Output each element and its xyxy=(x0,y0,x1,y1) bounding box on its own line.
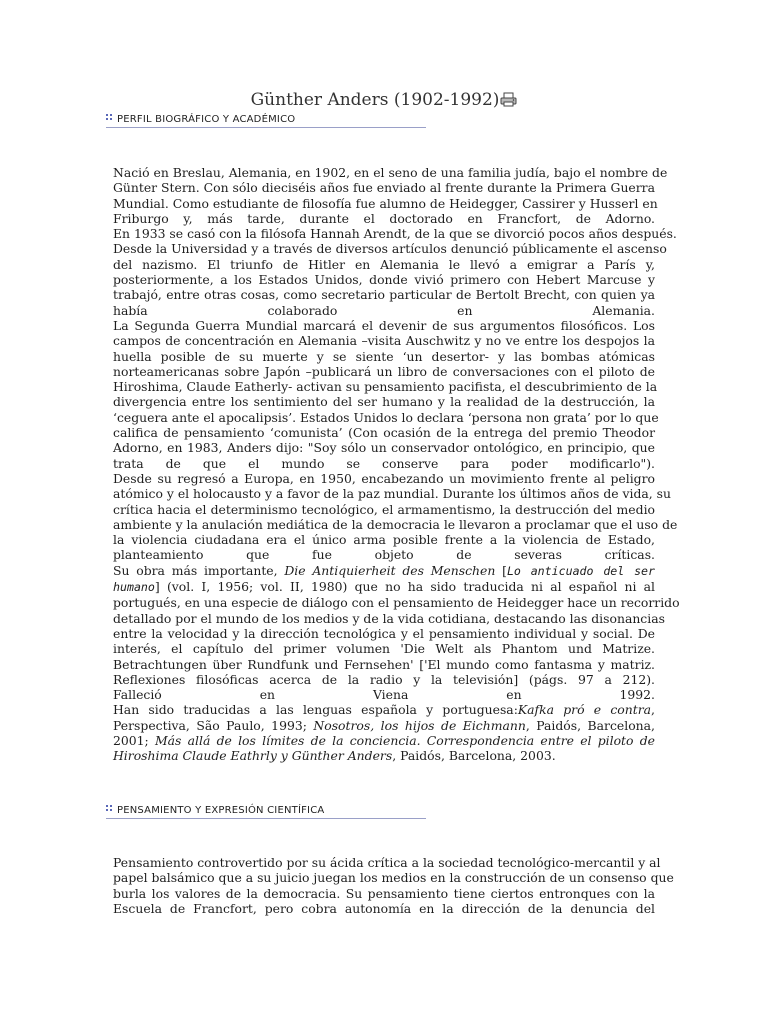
text-line: Nació en Breslau, Alemania, en 1902, en el seno de una familia judía, bajo el nombre de xyxy=(113,165,668,180)
book-title: Más allá de los límites de la conciencia. Correspondencia entre el piloto de xyxy=(154,732,655,748)
text-line: detallado por el mundo de los medios y de la vida cotidiana, destacando las disonancias xyxy=(113,610,665,626)
biography-text xyxy=(113,165,680,764)
text-line: Desde su regresó a Europa, en 1950, encabezando un movimiento frente al peligro xyxy=(113,470,655,486)
section-heading-label: PERFIL BIOGRÁFICO Y ACADÉMICO xyxy=(117,114,296,125)
bullet-icon xyxy=(106,114,113,121)
text-line: Reflexiones filosóficas acerca de la radio y la televisión] (págs. 97 a 212). xyxy=(113,671,655,687)
text-segment: , xyxy=(651,702,655,718)
section-heading-pensamiento xyxy=(106,805,426,819)
text-line: la violencia ciudadana era el único arma posible frente a la violencia de Estado, xyxy=(113,532,655,548)
text-segment: Han sido traducidas a las lenguas española y portuguesa: xyxy=(113,702,518,718)
section-heading-perfil xyxy=(106,114,426,128)
text-line: portugués, en una especie de diálogo con el pensamiento de Heidegger hace un recorrido xyxy=(113,595,680,611)
text-line: había colaborado en Alemania. xyxy=(113,302,655,318)
text-line: La Segunda Guerra Mundial marcará el devenir de sus argumentos filosóficos. Los xyxy=(113,317,655,333)
section-heading-label: PENSAMIENTO Y EXPRESIÓN CIENTÍFICA xyxy=(117,805,325,816)
printer-icon[interactable] xyxy=(500,92,517,112)
bullet-icon xyxy=(106,805,113,812)
text-line: En 1933 se casó con la filósofa Hannah Arendt, de la que se divorció pocos años después. xyxy=(113,226,677,242)
text-line: divergencia entre los sentimiento del ser humano y la realidad de la destrucción, la xyxy=(113,394,655,410)
text-line xyxy=(113,563,655,579)
text-line: Desde la Universidad y a través de diversos artículos denunció públicamente el ascenso xyxy=(113,241,667,257)
text-segment: , Paidós, Barcelona, xyxy=(525,717,655,733)
text-segment: , Paidós, Barcelona, 2003. xyxy=(392,748,556,764)
text-line: Adorno, en 1983, Anders dijo: "Soy sólo un conservador ontológico, en principio, que xyxy=(113,440,655,456)
book-title: Lo anticuado del ser xyxy=(506,563,656,578)
page-title xyxy=(0,90,768,112)
text-line: planteamiento que fue objeto de severas críticas. xyxy=(113,547,655,563)
text-line xyxy=(113,718,655,733)
text-line: Pensamiento controvertido por su ácida crítica a la sociedad tecnológico-mercantil y al xyxy=(113,855,661,870)
text-line: trabajó, entre otras cosas, como secretario particular de Bertolt Brecht, con quien ya xyxy=(113,287,655,303)
text-line xyxy=(113,579,655,595)
text-segment: Su obra más importante, xyxy=(113,562,285,578)
text-line: entre la velocidad y la dirección tecnológica y el pensamiento individual y social. De xyxy=(113,625,655,641)
text-line: Günter Stern. Con sólo dieciséis años fue enviado al frente durante la Primera Guerra xyxy=(113,180,655,196)
text-segment: Perspectiva, São Paulo, 1993; xyxy=(113,717,314,733)
text-line: Betrachtungen über Rundfunk und Fernsehen' ['El mundo como fantasma y matriz. xyxy=(113,656,655,672)
text-line: huella posible de su muerte y se siente ‘un desertor- y las bombas atómicas xyxy=(113,348,655,364)
page-title-text: Günther Anders (1902-1992) xyxy=(250,90,500,110)
text-line xyxy=(113,733,655,748)
text-line: papel balsámico que a su juicio juegan los medios en la construcción de un consenso que xyxy=(113,870,674,886)
text-line: burla los valores de la democracia. Su pensamiento tiene ciertos entronques con la xyxy=(113,885,655,901)
thought-text xyxy=(113,855,674,916)
text-segment: 2001; xyxy=(113,732,155,748)
text-line: del nazismo. El triunfo de Hitler en Alemania le llevó a emigrar a París y, xyxy=(113,256,655,272)
text-line: crítica hacia el determinismo tecnológico, el armamentismo, la destrucción del medio xyxy=(113,501,655,517)
text-line xyxy=(113,702,655,717)
text-line: ambiente y la anulación mediática de la democracia le llevaron a proclamar que el uso de xyxy=(113,516,678,532)
book-title: Kafka pró e contra xyxy=(517,702,652,718)
text-line xyxy=(113,748,655,763)
text-line: Escuela de Francfort, pero cobra autonomía en la dirección de la denuncia del xyxy=(113,900,655,916)
text-line: trata de que el mundo se conserve para poder modificarlo"). xyxy=(113,455,655,471)
book-title: Hiroshima Claude Eathrly y Günther Anders xyxy=(113,748,393,764)
text-line: posteriormente, a los Estados Unidos, donde vivió primero con Hebert Marcuse y xyxy=(113,272,655,288)
text-line: Mundial. Como estudiante de filosofía fue alumno de Heidegger, Cassirer y Husserl en xyxy=(113,195,658,211)
text-line: norteamericanas sobre Japón –publicará un libro de conversaciones con el piloto de xyxy=(113,363,655,379)
text-segment: [ xyxy=(495,562,507,578)
text-line: Falleció en Viena en 1992. xyxy=(113,687,655,703)
text-line: califica de pensamiento ‘comunista’ (Con ocasión de la entrega del premio Theodor xyxy=(113,425,655,441)
text-line: Hiroshima, Claude Eatherly- activan su pensamiento pacifista, el descubrimiento de la xyxy=(113,379,658,395)
book-title: humano xyxy=(113,580,155,595)
text-segment: ] (vol. I, 1956; vol. II, 1980) que no ha sido traducida ni al español ni al xyxy=(154,579,655,595)
text-line: atómico y el holocausto y a favor de la paz mundial. Durante los últimos años de vida, su xyxy=(113,486,672,502)
text-line: Friburgo y, más tarde, durante el doctorado en Francfort, de Adorno. xyxy=(113,210,655,226)
text-line: interés, el capítulo del primer volumen 'Die Welt als Phantom und Matrize. xyxy=(113,641,655,657)
book-title: Die Antiquierheit des Menschen xyxy=(284,562,496,578)
book-title: Nosotros, los hijos de Eichmann xyxy=(313,717,526,733)
text-line: campos de concentración en Alemania –visita Auschwitz y no ve entre los despojos la xyxy=(113,333,655,349)
text-line: ‘ceguera ante el apocalipsis’. Estados Unidos lo declara ‘persona non grata’ por lo que xyxy=(113,409,659,425)
